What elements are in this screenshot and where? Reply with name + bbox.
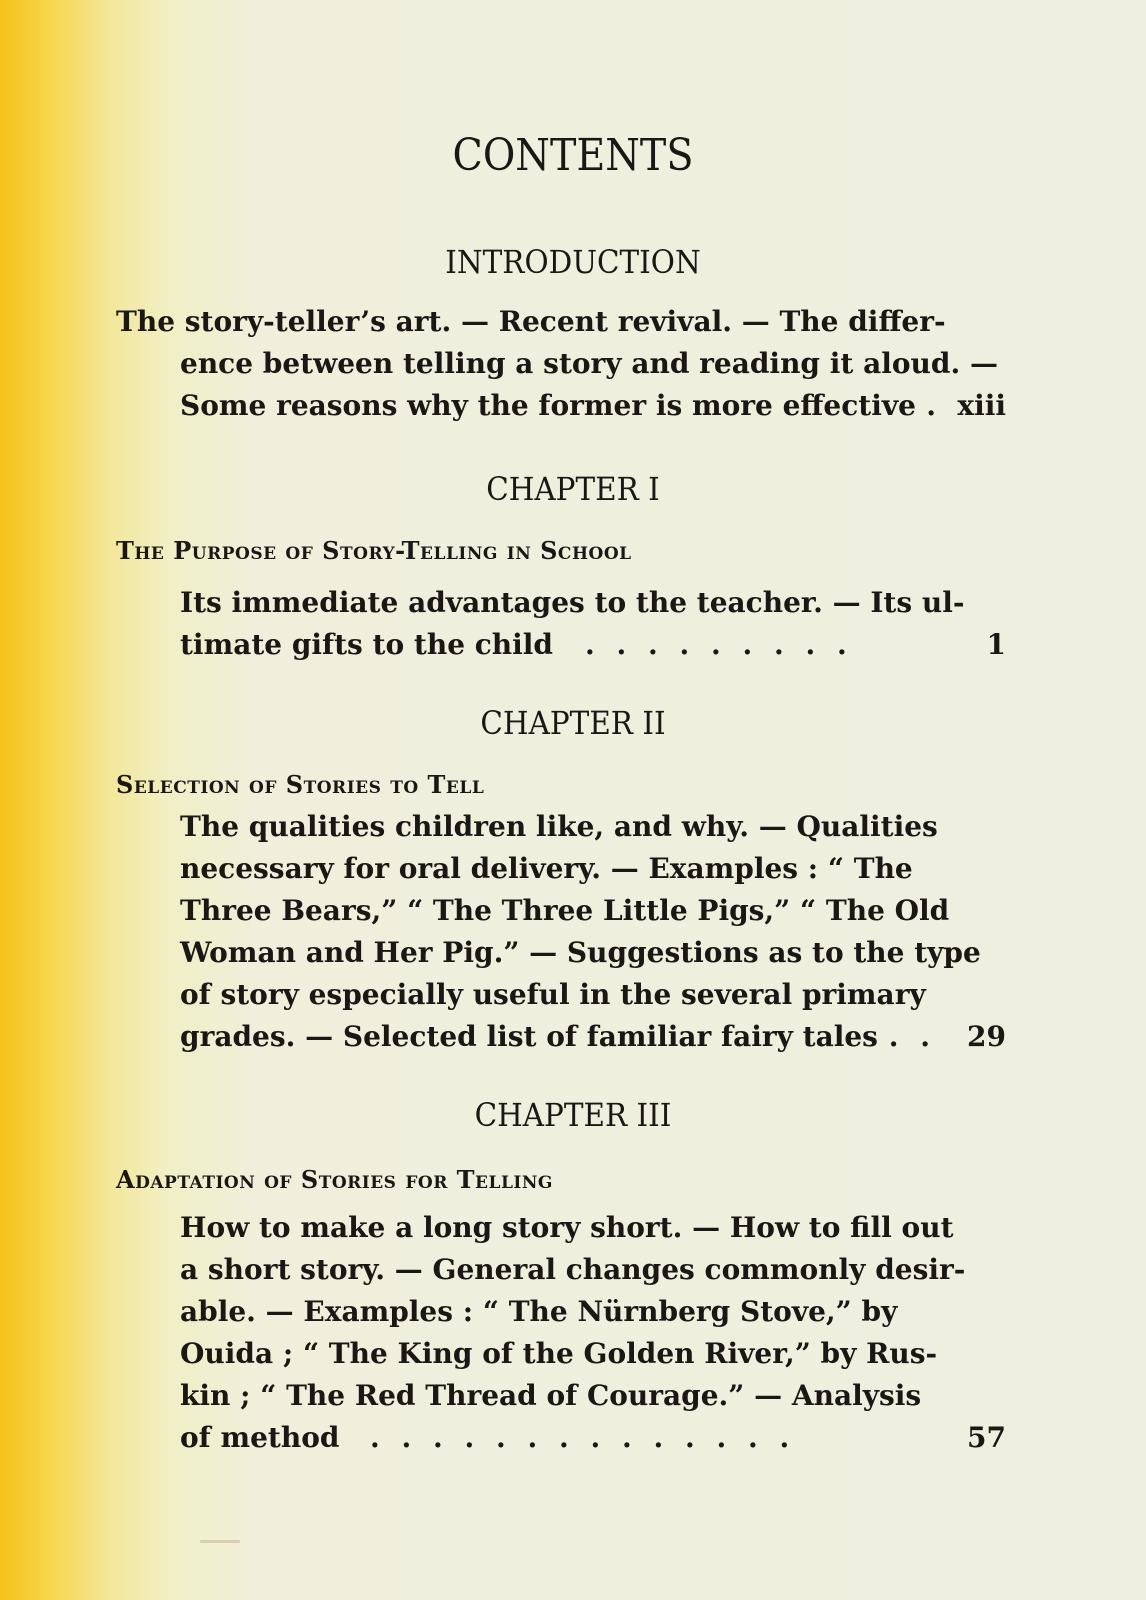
page-title: CONTENTS [452, 130, 694, 181]
chapter-1-leader: . . . . . . . . . [585, 628, 853, 661]
chapter-1-entry [180, 582, 1006, 666]
chapter-2-line-4: Woman and Her Pig.” — Suggestions as to the type [180, 936, 981, 969]
chapter-3-leader: . . . . . . . . . . . . . . [370, 1421, 796, 1454]
chapter-3-line-1: How to make a long story short. — How to fill out [180, 1211, 954, 1244]
intro-line-1: The story-teller’s art. — Recent revival. — The differ- [116, 305, 946, 338]
chapter-2-line-6: grades. — Selected list of familiar fairy tales . . 29 [180, 1016, 936, 1058]
chapter-2-line-3: Three Bears,” “ The Three Little Pigs,” “ The Old [180, 894, 950, 927]
chapter-1-title: The Purpose of Story-Telling in School [116, 536, 632, 565]
chapter-3-line-2: a short story. — General changes commonly desir- [180, 1253, 966, 1286]
chapter-3-heading: CHAPTER III [474, 1096, 672, 1134]
chapter-3-line-5: kin ; “ The Red Thread of Courage.” — Analysis [180, 1379, 922, 1412]
chapter-1-heading: CHAPTER I [486, 470, 660, 508]
chapter-2-page-number: 29 [967, 1020, 1006, 1053]
chapter-3-line-4: Ouida ; “ The King of the Golden River,” by Rus- [180, 1337, 938, 1370]
chapter-2-line-5: of story especially useful in the several primary [180, 978, 926, 1011]
chapter-2-entry [180, 806, 1006, 1058]
chapter-3-line-3: able. — Examples : “ The Nürnberg Stove,” by [180, 1295, 898, 1328]
intro-leader: . [926, 389, 936, 422]
chapter-2-line-2: necessary for oral delivery. — Examples : “ The [180, 852, 913, 885]
chapter-3-entry [180, 1207, 1006, 1459]
chapter-2-leader: . . [888, 1020, 936, 1053]
intro-page-number: xiii [957, 389, 1006, 422]
introduction-heading: INTRODUCTION [445, 243, 701, 281]
chapter-1-line-1: Its immediate advantages to the teacher. — Its ul- [180, 586, 965, 619]
intro-line-2: ence between telling a story and reading it aloud. — [180, 347, 998, 380]
chapter-3-title: Adaptation of Stories for Telling [116, 1165, 553, 1194]
introduction-entry [116, 301, 1006, 427]
chapter-2-line-1: The qualities children like, and why. — Qualities [180, 810, 938, 843]
chapter-1-page-number: 1 [986, 628, 1006, 661]
intro-line-3: Some reasons why the former is more effective . xiii [180, 385, 936, 427]
chapter-3-page-number: 57 [967, 1421, 1006, 1454]
chapter-1-line-2: timate gifts to the child . . . . . . . . . 1 [180, 624, 936, 666]
paper-speck [200, 1540, 240, 1543]
chapter-3-line-6: of method . . . . . . . . . . . . . . 57 [180, 1417, 936, 1459]
chapter-2-title: Selection of Stories to Tell [116, 770, 485, 799]
chapter-2-heading: CHAPTER II [480, 704, 666, 742]
